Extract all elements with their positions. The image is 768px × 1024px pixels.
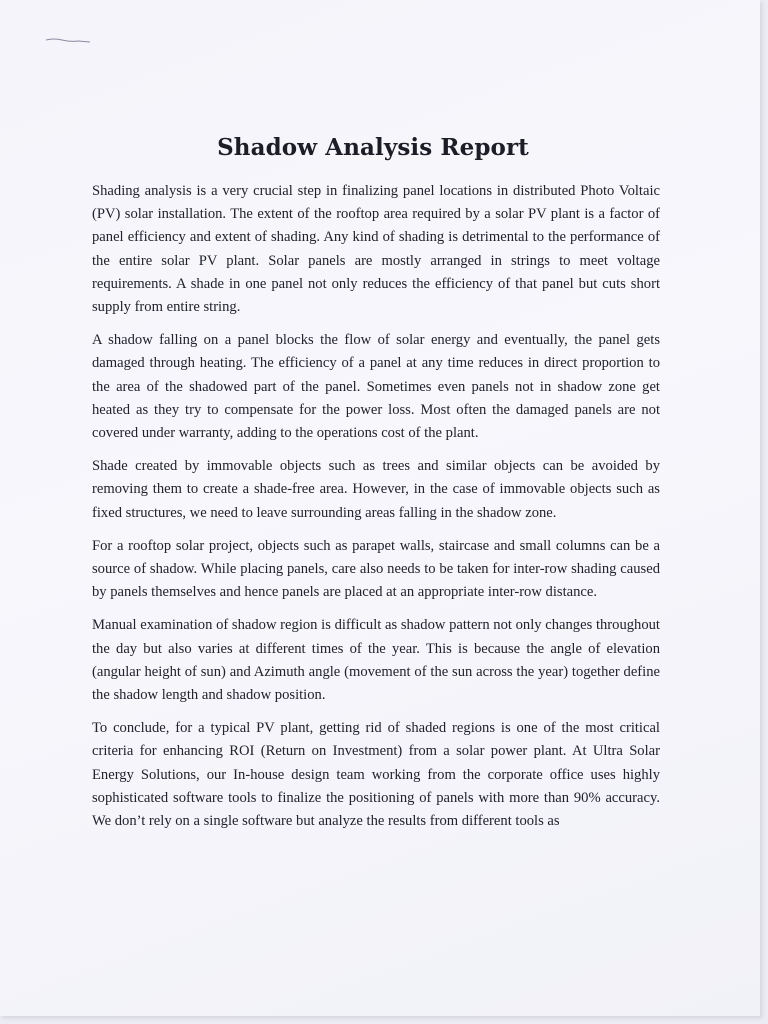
paragraph-4: For a rooftop solar project, objects such as parapet walls, staircase and small columns can be a source of shadow. While placing panels, care also needs to be taken for inter-row shading caused by panels themselves and hence panels are placed at an appropriate inter-row distance. [92, 537, 660, 601]
pen-mark [44, 36, 92, 44]
paragraph-3: Shade created by immovable objects such as trees and similar objects can be avoided by removing them to create a shade-free area. However, in the case of immovable objects such as fixed structures, we need to leave surrounding areas falling in the shadow zone. [92, 458, 660, 521]
document-title: Shadow Analysis Report [217, 134, 529, 161]
paragraph-5: Manual examination of shadow region is difficult as shadow pattern not only changes throughout the day but also varies at different times of the year. This is because the angle of elevation (angular height of sun) and Azimuth angle (movement of the sun across the year) together define the shadow length and shadow position. [92, 617, 660, 704]
paragraph-6: To conclude, for a typical PV plant, getting rid of shaded regions is one of the most critical criteria for enhancing ROI (Return on Investment) from a solar power plant. At Ultra Solar Energy Solutions, our In-house design team working from the corporate office uses highly sophisticated software tools to finalize the positioning of panels with more than 90% accuracy. We don’t rely on a single software but analyze the results from different tools as [92, 720, 660, 830]
paragraph-2: A shadow falling on a panel blocks the flow of solar energy and eventually, the panel gets damaged through heating. The efficiency of a panel at any time reduces in direct proportion to the area of the shadowed part of the panel. Sometimes even panels not in shadow zone get heated as they try to compensate for the power loss. Most often the damaged panels are not covered under warranty, adding to the operations cost of the plant. [92, 332, 660, 442]
paragraph-1: Shading analysis is a very crucial step in finalizing panel locations in distributed Photo Voltaic (PV) solar installation. The extent of the rooftop area required by a solar PV plant is a factor of panel efficiency and extent of shading. Any kind of shading is detrimental to the performance of the entire solar PV plant. Solar panels are mostly arranged in strings to meet voltage requirements. A shade in one panel not only reduces the efficiency of that panel but cuts short supply from entire string. [92, 183, 660, 316]
document-body [92, 180, 660, 843]
